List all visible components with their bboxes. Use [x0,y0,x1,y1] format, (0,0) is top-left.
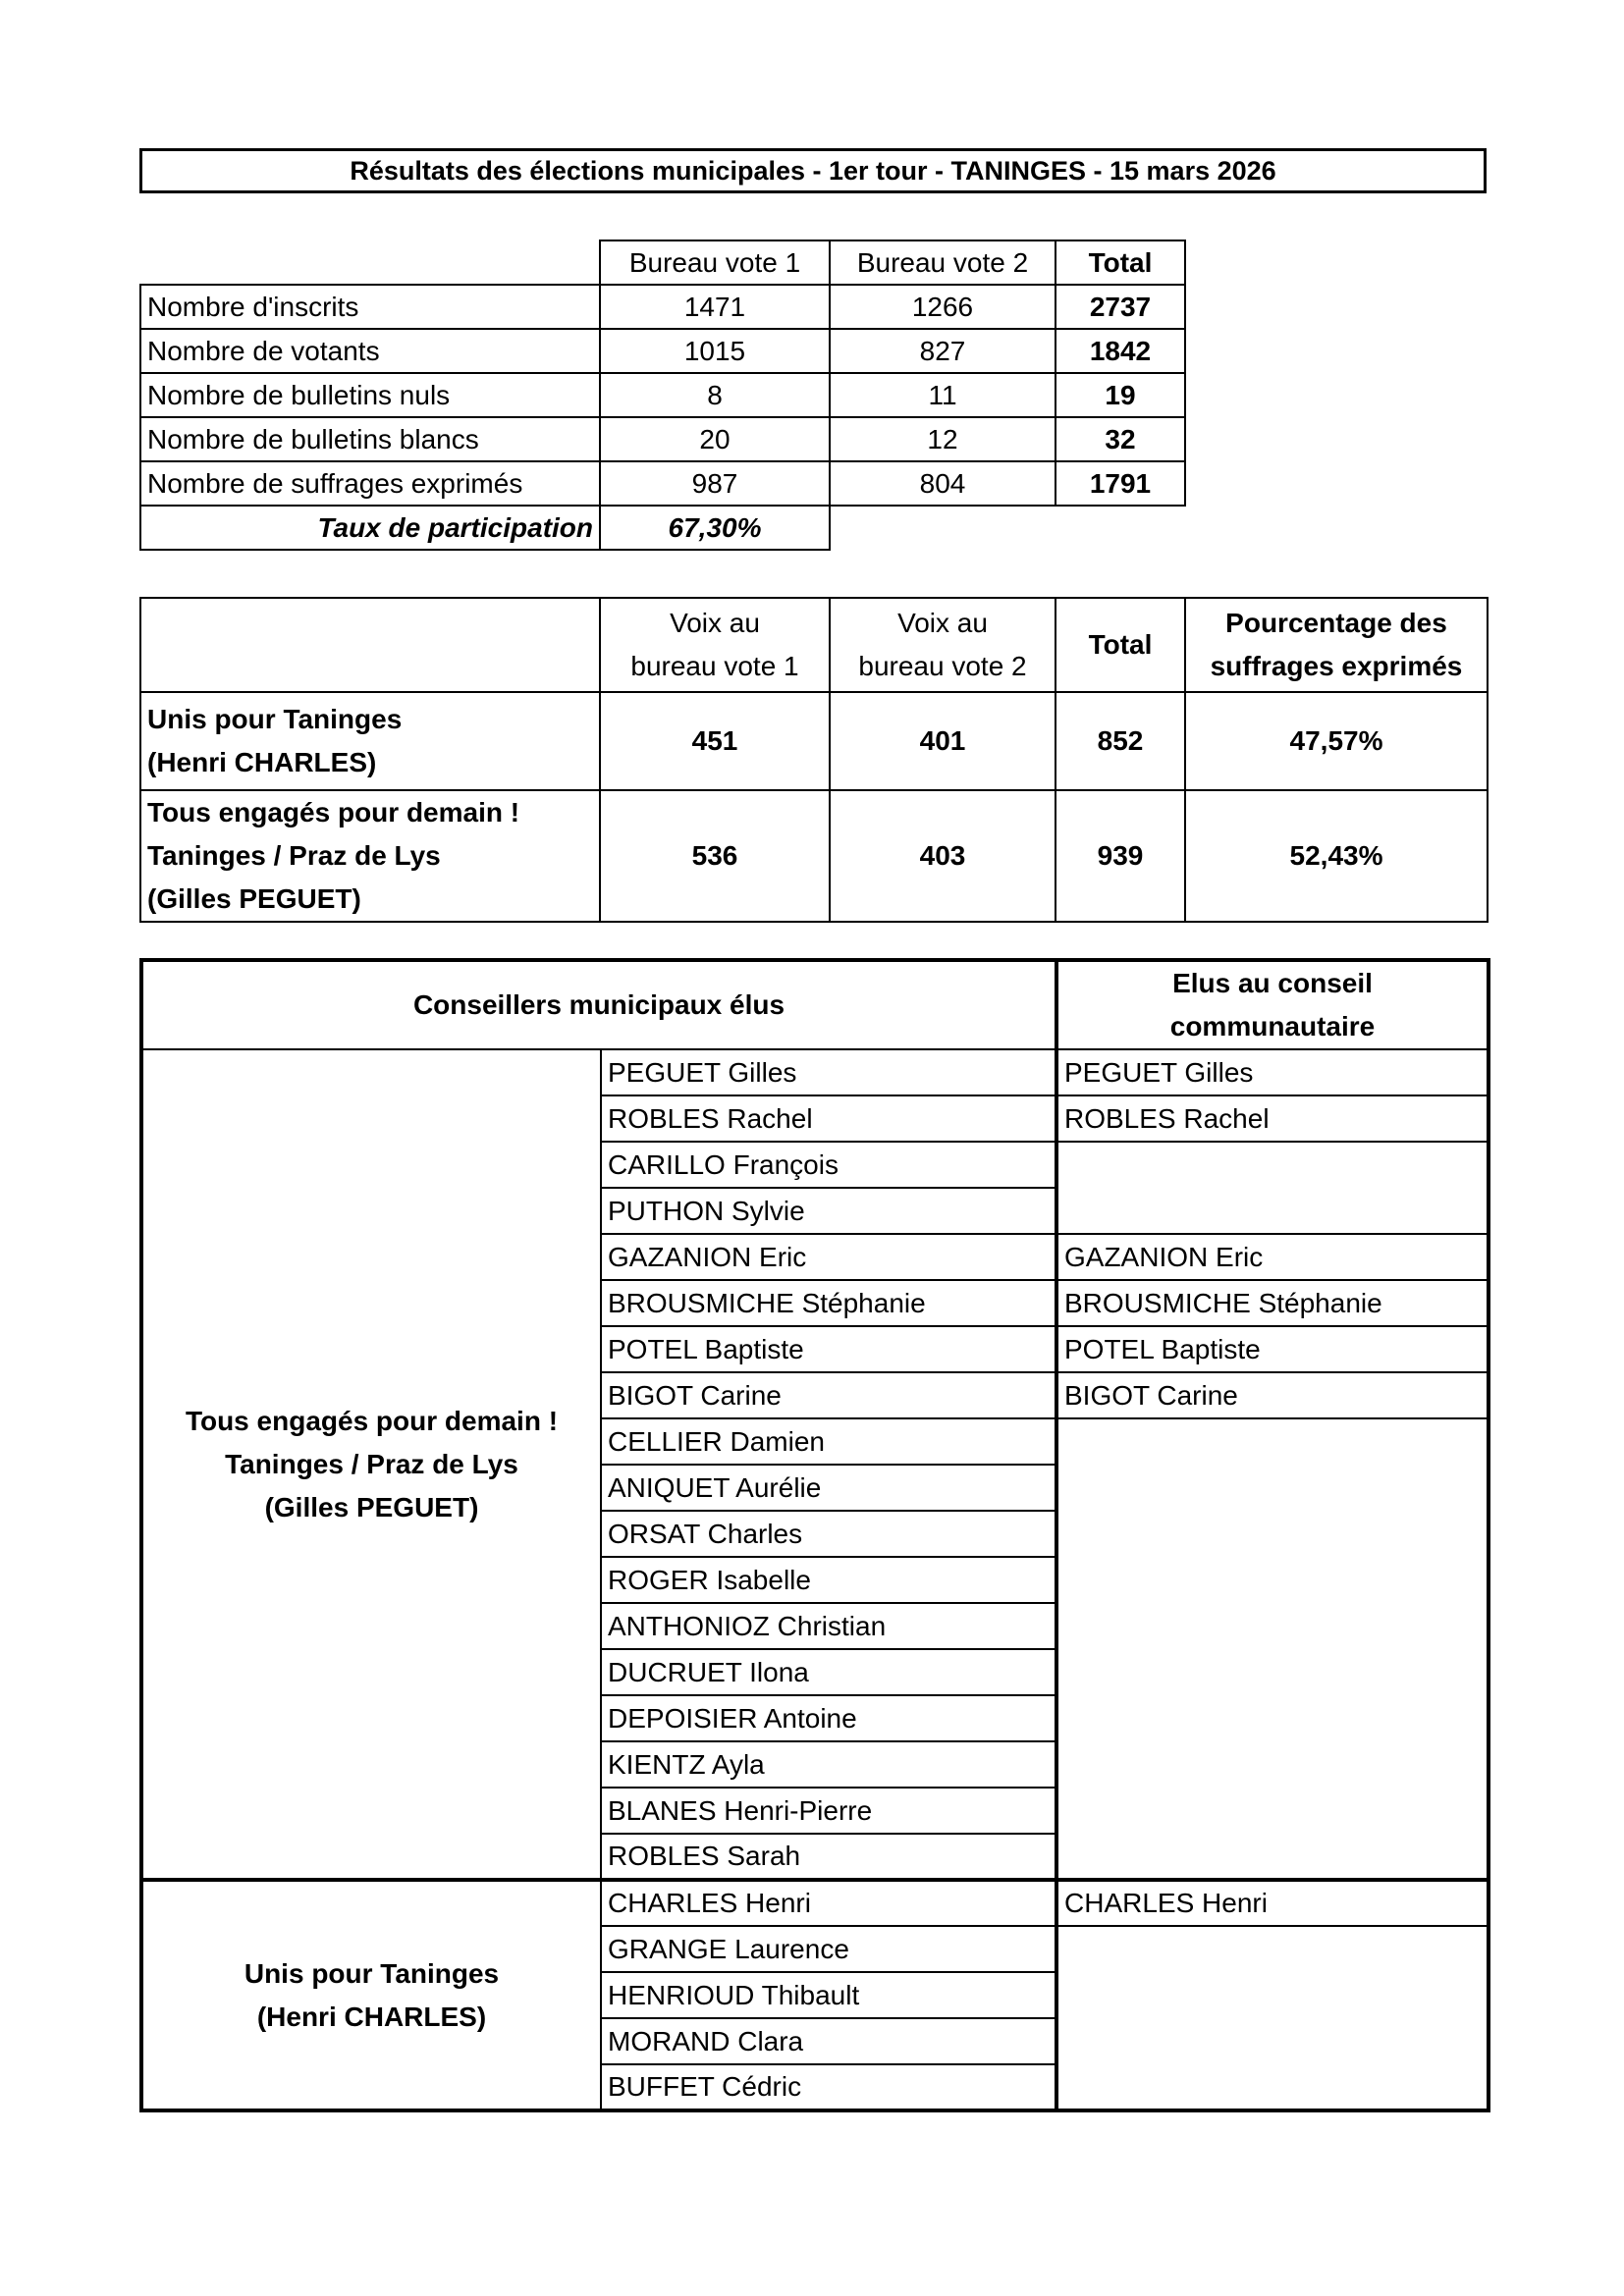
community-member [1056,1926,1489,2110]
community-member: BROUSMICHE Stéphanie [1056,1280,1489,1326]
table-row [141,1880,1489,1926]
member-name: DUCRUET Ilona [601,1649,1056,1695]
community-member: CHARLES Henri [1056,1880,1489,1926]
table-row [140,285,1185,329]
table-row [140,790,1488,922]
cell-b2: 1266 [830,285,1056,329]
cell-b1: 451 [600,692,830,790]
member-name: CHARLES Henri [601,1880,1056,1926]
cell-b1: 20 [600,417,830,461]
member-name: GAZANION Eric [601,1234,1056,1280]
row-label: Nombre d'inscrits [140,285,600,329]
list-name: Tous engagés pour demain ! Taninges / Praz de Lys (Gilles PEGUET) [141,1049,601,1880]
votes-table [139,597,1489,923]
community-member: POTEL Baptiste [1056,1326,1489,1372]
row-label: Nombre de suffrages exprimés [140,461,600,506]
header-pourcentage: Pourcentage des suffrages exprimés [1185,598,1488,692]
member-name: PUTHON Sylvie [601,1188,1056,1234]
table-row [141,1049,1489,1095]
cell-pct: 52,43% [1185,790,1488,922]
member-name: ANTHONIOZ Christian [601,1603,1056,1649]
member-name: GRANGE Laurence [601,1926,1056,1972]
member-name: ANIQUET Aurélie [601,1465,1056,1511]
member-name: MORAND Clara [601,2018,1056,2064]
cell-total: 852 [1056,692,1185,790]
cell-total: 939 [1056,790,1185,922]
community-member: BIGOT Carine [1056,1372,1489,1418]
header-voix-b2: Voix au bureau vote 2 [830,598,1056,692]
community-member: GAZANION Eric [1056,1234,1489,1280]
cell-total: 1842 [1056,329,1185,373]
member-name: ROBLES Sarah [601,1834,1056,1880]
member-name: PEGUET Gilles [601,1049,1056,1095]
header-voix-b1: Voix au bureau vote 1 [600,598,830,692]
member-name: BLANES Henri-Pierre [601,1788,1056,1834]
participation-label: Taux de participation [140,506,600,550]
participation-value: 67,30% [600,506,830,550]
cell-total: 19 [1056,373,1185,417]
member-name: ORSAT Charles [601,1511,1056,1557]
cell-total: 2737 [1056,285,1185,329]
member-name: CELLIER Damien [601,1418,1056,1465]
header-bureau-2: Bureau vote 2 [830,240,1056,285]
list-name: Tous engagés pour demain ! Taninges / Praz de Lys (Gilles PEGUET) [140,790,600,922]
community-member [1056,1142,1489,1234]
header-total: Total [1056,598,1185,692]
member-name: ROBLES Rachel [601,1095,1056,1142]
elected-table [139,958,1490,2112]
cell-total: 32 [1056,417,1185,461]
table-row [140,417,1185,461]
cell-b2: 12 [830,417,1056,461]
cell-b2: 827 [830,329,1056,373]
row-label: Nombre de bulletins blancs [140,417,600,461]
list-name: Unis pour Taninges (Henri CHARLES) [141,1880,601,2110]
cell-b2: 11 [830,373,1056,417]
header-conseillers: Conseillers municipaux élus [141,960,1056,1049]
community-member [1056,1418,1489,1880]
member-name: KIENTZ Ayla [601,1741,1056,1788]
member-name: POTEL Baptiste [601,1326,1056,1372]
community-member: PEGUET Gilles [1056,1049,1489,1095]
cell-b2: 403 [830,790,1056,922]
table-row [140,329,1185,373]
cell-b1: 1471 [600,285,830,329]
community-member: ROBLES Rachel [1056,1095,1489,1142]
header-total: Total [1056,240,1185,285]
member-name: BROUSMICHE Stéphanie [601,1280,1056,1326]
cell-b1: 1015 [600,329,830,373]
list-name: Unis pour Taninges (Henri CHARLES) [140,692,600,790]
page-title: Résultats des élections municipales - 1er tour - TANINGES - 15 mars 2026 [139,148,1487,193]
cell-pct: 47,57% [1185,692,1488,790]
cell-b2: 804 [830,461,1056,506]
cell-total: 1791 [1056,461,1185,506]
header-communautaire: Elus au conseil communautaire [1056,960,1489,1049]
cell-b2: 401 [830,692,1056,790]
table-row [140,461,1185,506]
member-name: DEPOISIER Antoine [601,1695,1056,1741]
stats-table [139,240,1186,551]
cell-b1: 536 [600,790,830,922]
cell-b1: 987 [600,461,830,506]
table-row [140,692,1488,790]
member-name: HENRIOUD Thibault [601,1972,1056,2018]
member-name: BUFFET Cédric [601,2064,1056,2110]
member-name: ROGER Isabelle [601,1557,1056,1603]
row-label: Nombre de bulletins nuls [140,373,600,417]
header-bureau-1: Bureau vote 1 [600,240,830,285]
row-label: Nombre de votants [140,329,600,373]
member-name: CARILLO François [601,1142,1056,1188]
member-name: BIGOT Carine [601,1372,1056,1418]
table-row [140,373,1185,417]
participation-row [140,506,1185,550]
cell-b1: 8 [600,373,830,417]
